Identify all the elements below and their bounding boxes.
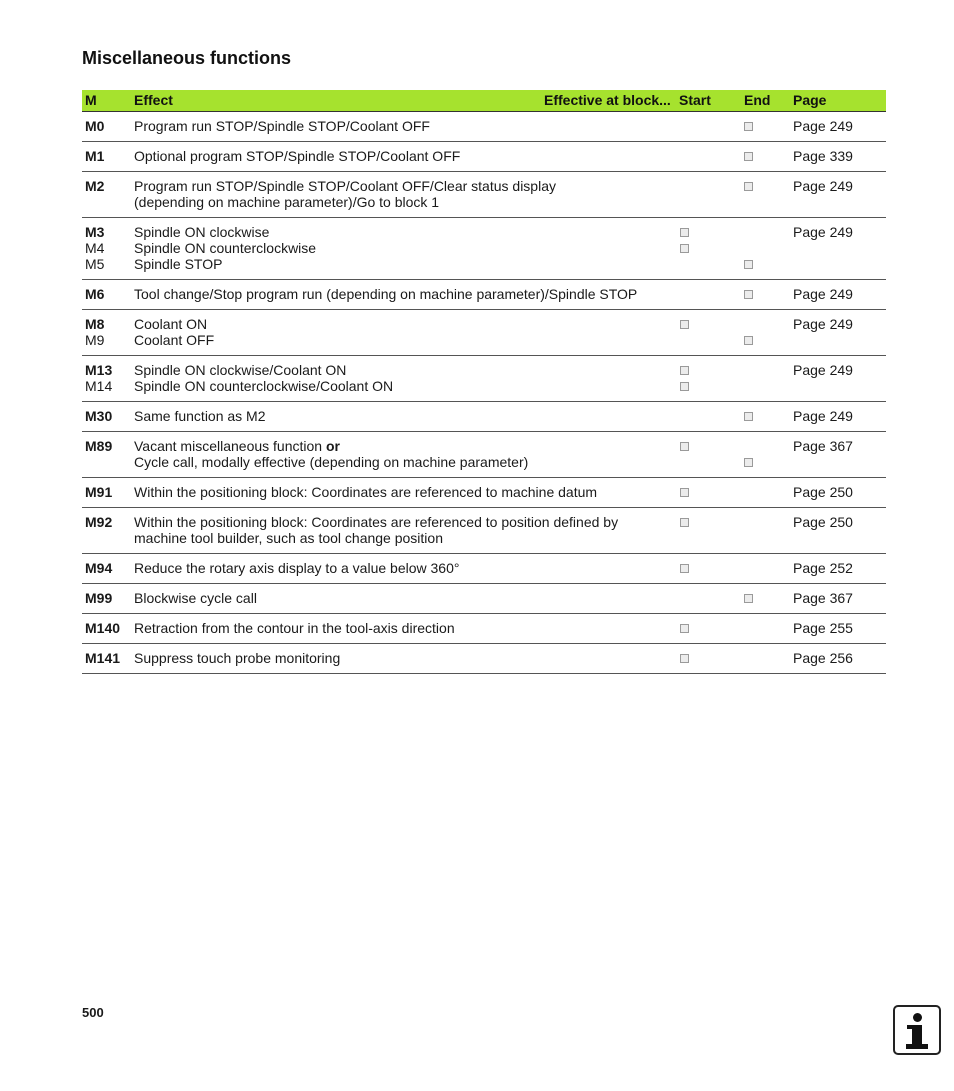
page-reference: Page 249 bbox=[793, 362, 853, 378]
m-code: M140 bbox=[85, 620, 121, 636]
table-row-line bbox=[82, 514, 886, 530]
effect-text bbox=[134, 178, 556, 194]
effect-description: Tool change/Stop program run (depending on machine parameter)/Spindle STOP bbox=[134, 286, 638, 302]
m-code: M8 bbox=[85, 316, 105, 332]
start-marker-icon bbox=[680, 564, 689, 573]
end-marker-icon bbox=[744, 594, 753, 603]
effect-description: Retraction from the contour in the tool-axis direction bbox=[134, 620, 455, 636]
page-reference: Page 256 bbox=[793, 650, 853, 666]
end-marker-icon bbox=[744, 336, 753, 345]
table-body bbox=[82, 112, 886, 674]
effect-text bbox=[134, 194, 439, 210]
effect-text bbox=[134, 256, 222, 272]
effect-text bbox=[134, 408, 266, 424]
table-row-line bbox=[82, 148, 886, 164]
table-row-line bbox=[82, 286, 886, 302]
start-marker-icon bbox=[680, 382, 689, 391]
end-marker-icon bbox=[744, 260, 753, 269]
m-code: M9 bbox=[85, 332, 105, 348]
header-m: M bbox=[85, 92, 97, 108]
m-code: M99 bbox=[85, 590, 113, 606]
effect-text bbox=[134, 378, 393, 394]
effect-text bbox=[134, 454, 528, 470]
m-code: M1 bbox=[85, 148, 105, 164]
effect-description: Vacant miscellaneous function bbox=[134, 438, 323, 454]
table-row bbox=[82, 402, 886, 432]
table-row-line bbox=[82, 224, 886, 240]
end-marker-icon bbox=[744, 290, 753, 299]
effect-description: Within the positioning block: Coordinates are referenced to position defined by bbox=[134, 514, 619, 530]
end-marker-icon bbox=[744, 182, 753, 191]
table-row-line bbox=[82, 332, 886, 348]
effect-description: Spindle ON counterclockwise bbox=[134, 240, 317, 256]
effect-description: Coolant OFF bbox=[134, 332, 215, 348]
effect-text bbox=[134, 240, 316, 256]
page-reference: Page 367 bbox=[793, 438, 853, 454]
m-code: M92 bbox=[85, 514, 113, 530]
page-number: 500 bbox=[82, 1005, 104, 1020]
m-code: M0 bbox=[85, 118, 105, 134]
m-code: M91 bbox=[85, 484, 113, 500]
page-reference: Page 249 bbox=[793, 118, 853, 134]
page-title: Miscellaneous functions bbox=[82, 48, 292, 68]
table-row bbox=[82, 554, 886, 584]
start-marker-icon bbox=[680, 442, 689, 451]
m-code: M14 bbox=[85, 378, 113, 394]
effect-text bbox=[134, 438, 340, 454]
table-row-line bbox=[82, 454, 886, 470]
effect-text bbox=[134, 148, 460, 164]
table-row bbox=[82, 584, 886, 614]
effect-description: Optional program STOP/Spindle STOP/Coolant OFF bbox=[134, 148, 461, 164]
effect-text bbox=[134, 530, 443, 546]
start-marker-icon bbox=[680, 244, 689, 253]
table-row-line bbox=[82, 530, 886, 546]
end-marker-icon bbox=[744, 152, 753, 161]
effect-description: Program run STOP/Spindle STOP/Coolant OFF/Clear status display bbox=[134, 178, 556, 194]
page-reference: Page 249 bbox=[793, 224, 853, 240]
table-row-line bbox=[82, 194, 886, 210]
effect-text bbox=[134, 316, 207, 332]
effect-description: Coolant ON bbox=[134, 316, 208, 332]
end-marker-icon bbox=[744, 122, 753, 131]
start-marker-icon bbox=[680, 654, 689, 663]
effect-text bbox=[134, 620, 455, 636]
effect-description: Spindle ON counterclockwise/Coolant ON bbox=[134, 378, 394, 394]
header-effect: Effect bbox=[134, 92, 173, 108]
effect-description: (depending on machine parameter)/Go to block 1 bbox=[134, 194, 440, 210]
table-row bbox=[82, 218, 886, 280]
effect-text bbox=[134, 514, 618, 530]
header-end: End bbox=[744, 92, 771, 108]
m-code: M94 bbox=[85, 560, 113, 576]
header-start: Start bbox=[679, 92, 711, 108]
m-code: M30 bbox=[85, 408, 113, 424]
end-marker-icon bbox=[744, 412, 753, 421]
page-reference: Page 249 bbox=[793, 316, 853, 332]
table-row-line bbox=[82, 438, 886, 454]
m-code: M6 bbox=[85, 286, 105, 302]
table-row bbox=[82, 142, 886, 172]
effect-description: Within the positioning block: Coordinates are referenced to machine datum bbox=[134, 484, 598, 500]
start-marker-icon bbox=[680, 320, 689, 329]
start-marker-icon bbox=[680, 366, 689, 375]
info-icon bbox=[893, 1005, 941, 1055]
end-marker-icon bbox=[744, 458, 753, 467]
m-code: M2 bbox=[85, 178, 105, 194]
start-marker-icon bbox=[680, 488, 689, 497]
header-effective-at: Effective at block... bbox=[544, 92, 671, 108]
effect-description: Blockwise cycle call bbox=[134, 590, 257, 606]
effect-text bbox=[134, 590, 257, 606]
page-reference: Page 367 bbox=[793, 590, 853, 606]
table-row-line bbox=[82, 178, 886, 194]
page-reference: Page 252 bbox=[793, 560, 853, 576]
table-row bbox=[82, 310, 886, 356]
table-header bbox=[82, 90, 886, 112]
table-row bbox=[82, 614, 886, 644]
table-row-line bbox=[82, 484, 886, 500]
table-row-line bbox=[82, 378, 886, 394]
table-row bbox=[82, 280, 886, 310]
table-row bbox=[82, 508, 886, 554]
page-reference: Page 250 bbox=[793, 514, 853, 530]
page-reference: Page 249 bbox=[793, 408, 853, 424]
start-marker-icon bbox=[680, 518, 689, 527]
start-marker-icon bbox=[680, 228, 689, 237]
table-row-line bbox=[82, 560, 886, 576]
effect-text bbox=[134, 332, 214, 348]
effect-description: Same function as M2 bbox=[134, 408, 266, 424]
table-row bbox=[82, 478, 886, 508]
effect-description: Reduce the rotary axis display to a value below 360° bbox=[134, 560, 460, 576]
table-row-line bbox=[82, 316, 886, 332]
effect-description: Program run STOP/Spindle STOP/Coolant OFF bbox=[134, 118, 430, 134]
effect-description: Spindle STOP bbox=[134, 256, 223, 272]
effect-text bbox=[134, 484, 597, 500]
effect-text bbox=[134, 224, 269, 240]
header-page: Page bbox=[793, 92, 827, 108]
effect-text bbox=[134, 286, 637, 302]
start-marker-icon bbox=[680, 624, 689, 633]
m-code: M89 bbox=[85, 438, 113, 454]
table-row bbox=[82, 356, 886, 402]
m-code: M13 bbox=[85, 362, 113, 378]
effect-text bbox=[134, 560, 459, 576]
page-reference: Page 250 bbox=[793, 484, 853, 500]
effect-description: Suppress touch probe monitoring bbox=[134, 650, 341, 666]
effect-description: Spindle ON clockwise/Coolant ON bbox=[134, 362, 347, 378]
table-row bbox=[82, 172, 886, 218]
page-reference: Page 339 bbox=[793, 148, 853, 164]
table-row-line bbox=[82, 620, 886, 636]
effect-bold-suffix: or bbox=[325, 438, 340, 454]
effect-description: Spindle ON clockwise bbox=[134, 224, 270, 240]
table-row-line bbox=[82, 240, 886, 256]
table-row bbox=[82, 644, 886, 674]
table-row-line bbox=[82, 118, 886, 134]
effect-text bbox=[134, 362, 346, 378]
page-reference: Page 249 bbox=[793, 178, 853, 194]
m-code: M3 bbox=[85, 224, 105, 240]
effect-text bbox=[134, 118, 430, 134]
m-code: M141 bbox=[85, 650, 121, 666]
page-reference: Page 249 bbox=[793, 286, 853, 302]
table-row-line bbox=[82, 650, 886, 666]
effect-description: Cycle call, modally effective (depending on machine parameter) bbox=[134, 454, 529, 470]
m-code: M5 bbox=[85, 256, 105, 272]
table-row-line bbox=[82, 408, 886, 424]
table-row-line bbox=[82, 256, 886, 272]
effect-text bbox=[134, 650, 340, 666]
misc-functions-table bbox=[82, 90, 886, 674]
table-row bbox=[82, 432, 886, 478]
table-row-line bbox=[82, 362, 886, 378]
effect-description: machine tool builder, such as tool change position bbox=[134, 530, 443, 546]
table-row bbox=[82, 112, 886, 142]
m-code: M4 bbox=[85, 240, 105, 256]
page-reference: Page 255 bbox=[793, 620, 853, 636]
table-row-line bbox=[82, 590, 886, 606]
